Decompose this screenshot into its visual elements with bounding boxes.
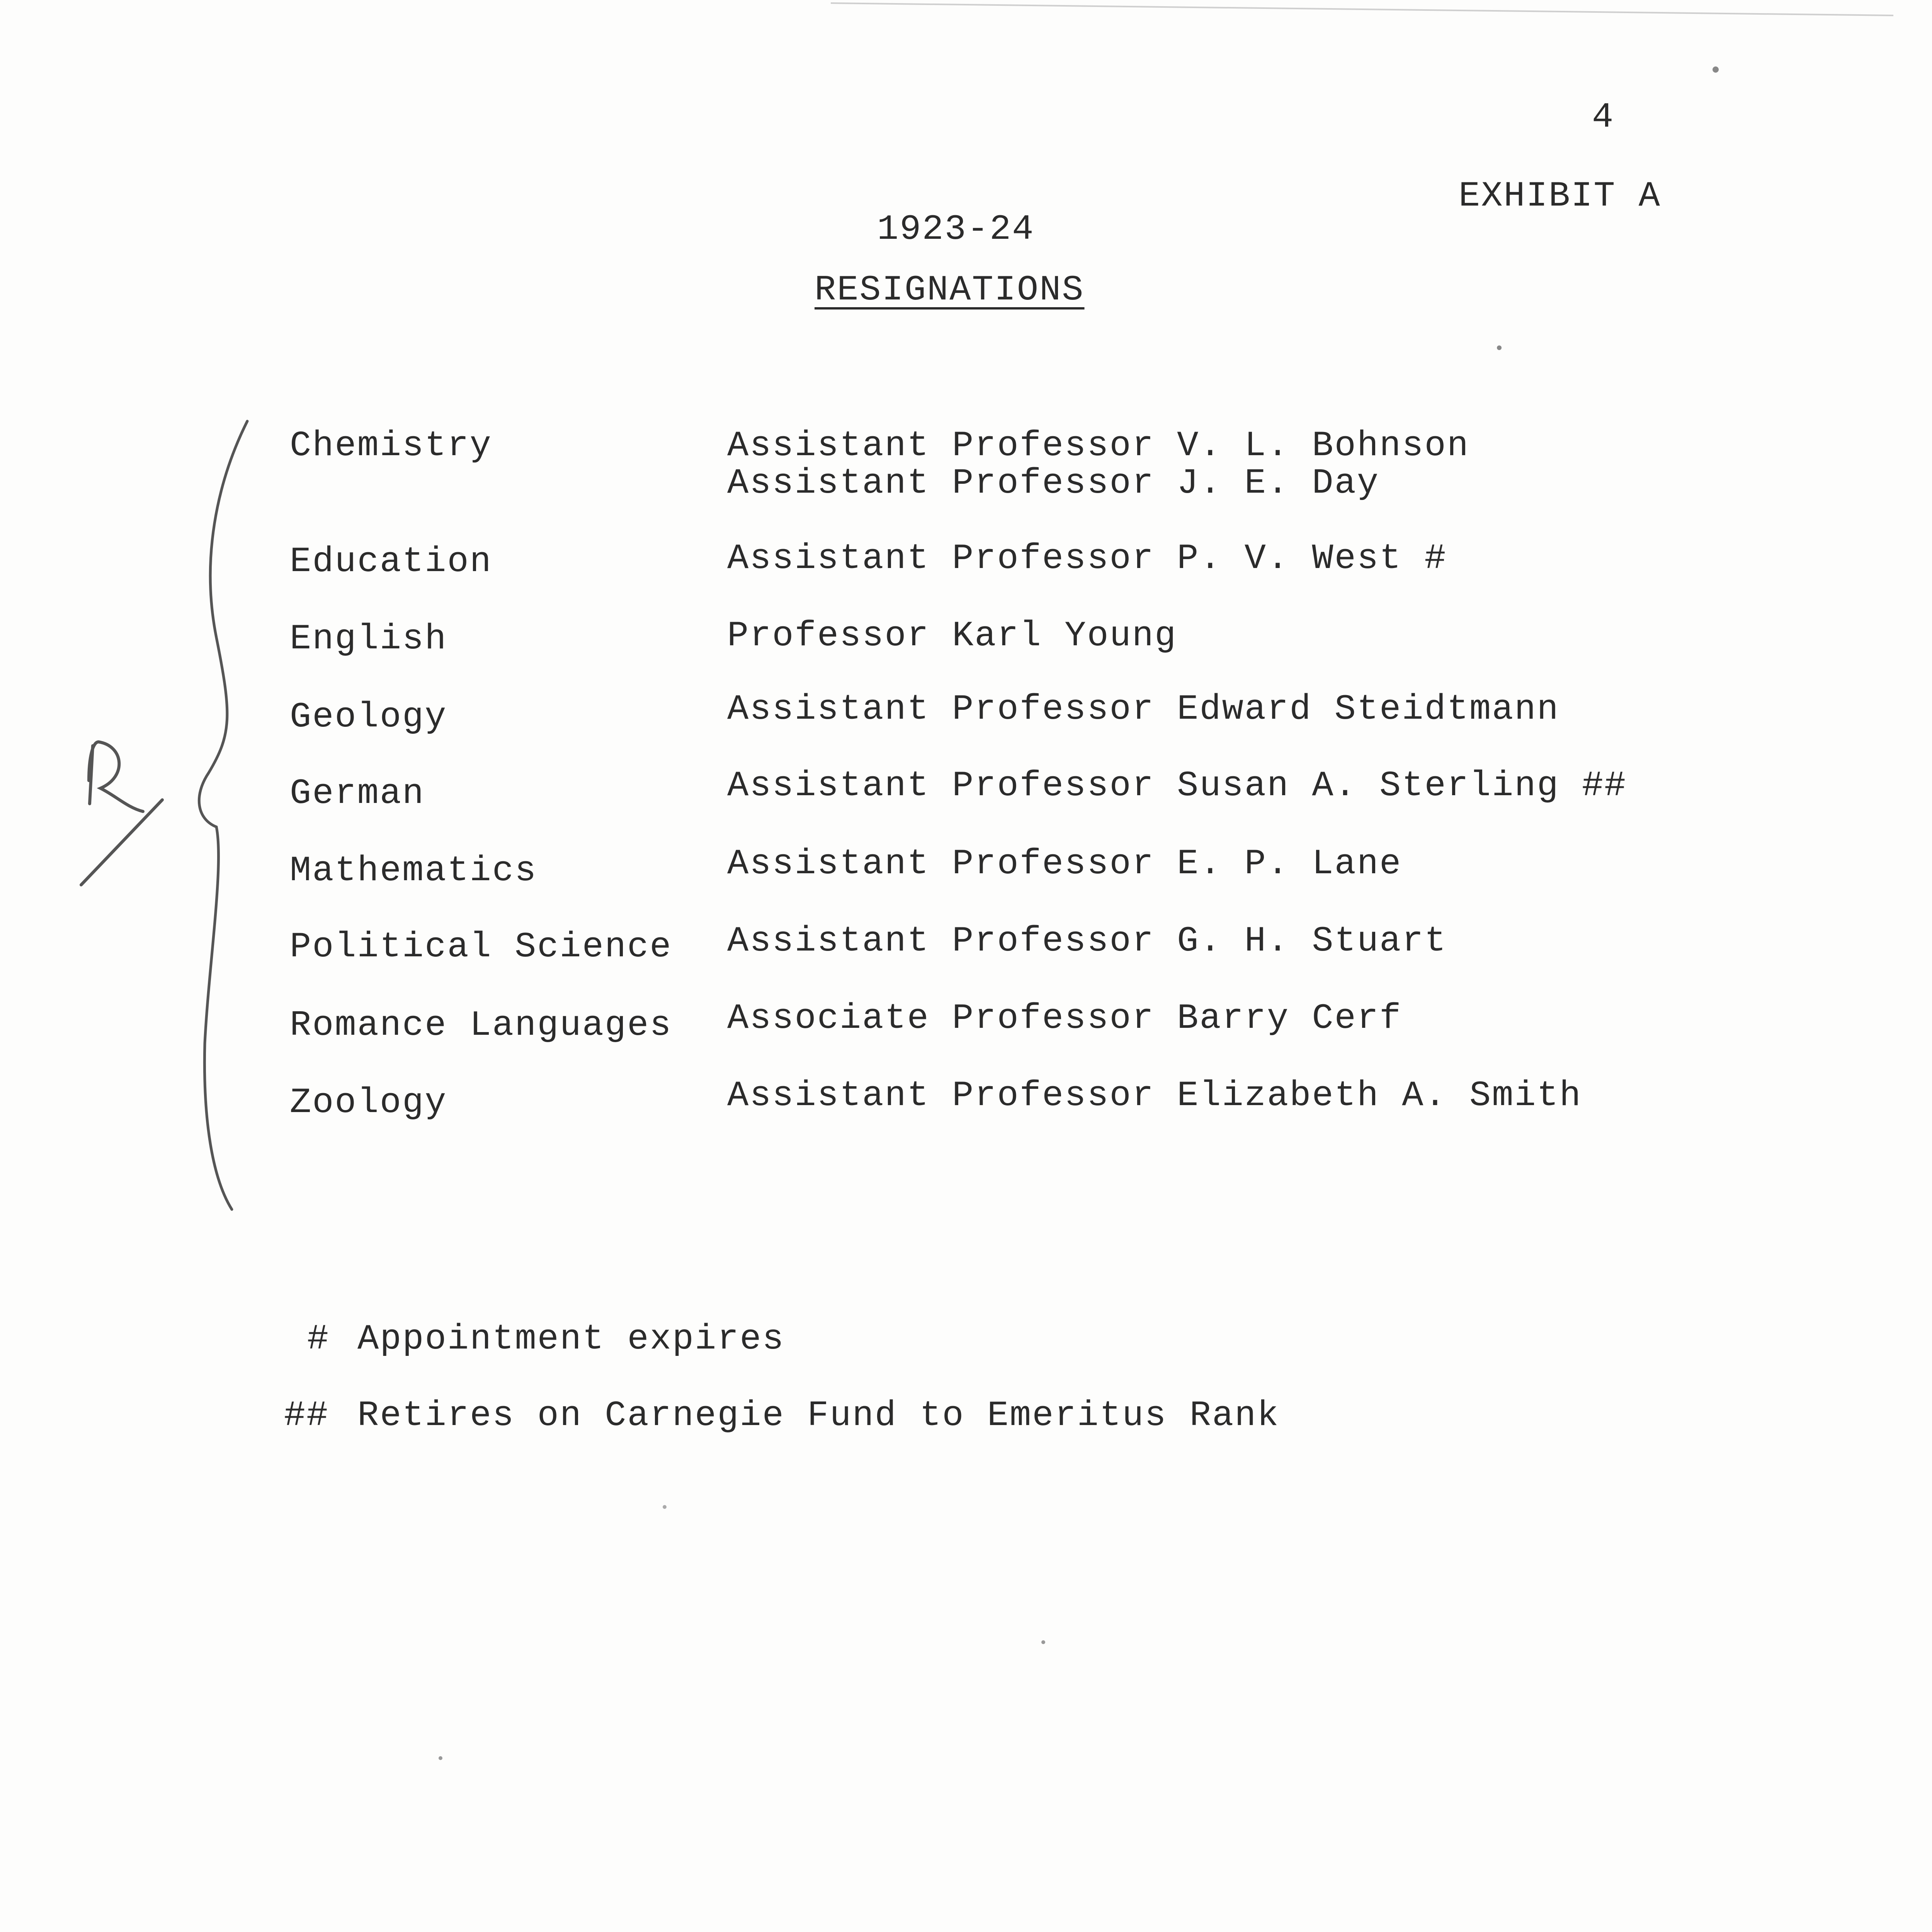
footnote-symbol: # [307,1319,330,1359]
appointment-entry: Assistant Professor Susan A. Sterling ## [727,765,1627,806]
appointment-entry: Assistant Professor E. P. Lane [727,844,1402,884]
exhibit-label: EXHIBIT A [1459,176,1661,216]
appointment-entry: Assistant Professor Edward Steidtmann [727,689,1560,730]
page-number: 4 [1592,97,1615,138]
footnote-symbol: ## [284,1395,329,1436]
department-label: Chemistry [290,425,492,466]
appointment-entry: Assistant Professor G. H. Stuart [727,921,1447,961]
department-label: Romance Languages [290,1005,672,1046]
appointment-entry: Associate Professor Barry Cerf [727,998,1402,1039]
department-label: Geology [290,697,447,737]
appointment-entry: Assistant Professor P. V. West # [727,538,1447,579]
department-label: German [290,773,425,814]
department-label: English [290,619,447,659]
appointment-entry: Professor Karl Young [727,616,1177,656]
department-label: Political Science [290,927,672,967]
department-label: Zoology [290,1082,447,1123]
appointment-entry: Assistant Professor Elizabeth A. Smith [727,1075,1582,1116]
footnote-text: Appointment expires [357,1319,785,1359]
appointment-entry: Assistant Professor V. L. Bohnson [727,425,1469,466]
footnote-text: Retires on Carnegie Fund to Emeritus Rank [357,1395,1280,1436]
page-title: RESIGNATIONS [815,270,1085,310]
department-label: Mathematics [290,850,537,891]
appointment-entry: Assistant Professor J. E. Day [727,463,1380,503]
department-label: Education [290,541,492,582]
academic-year: 1923-24 [877,209,1035,250]
